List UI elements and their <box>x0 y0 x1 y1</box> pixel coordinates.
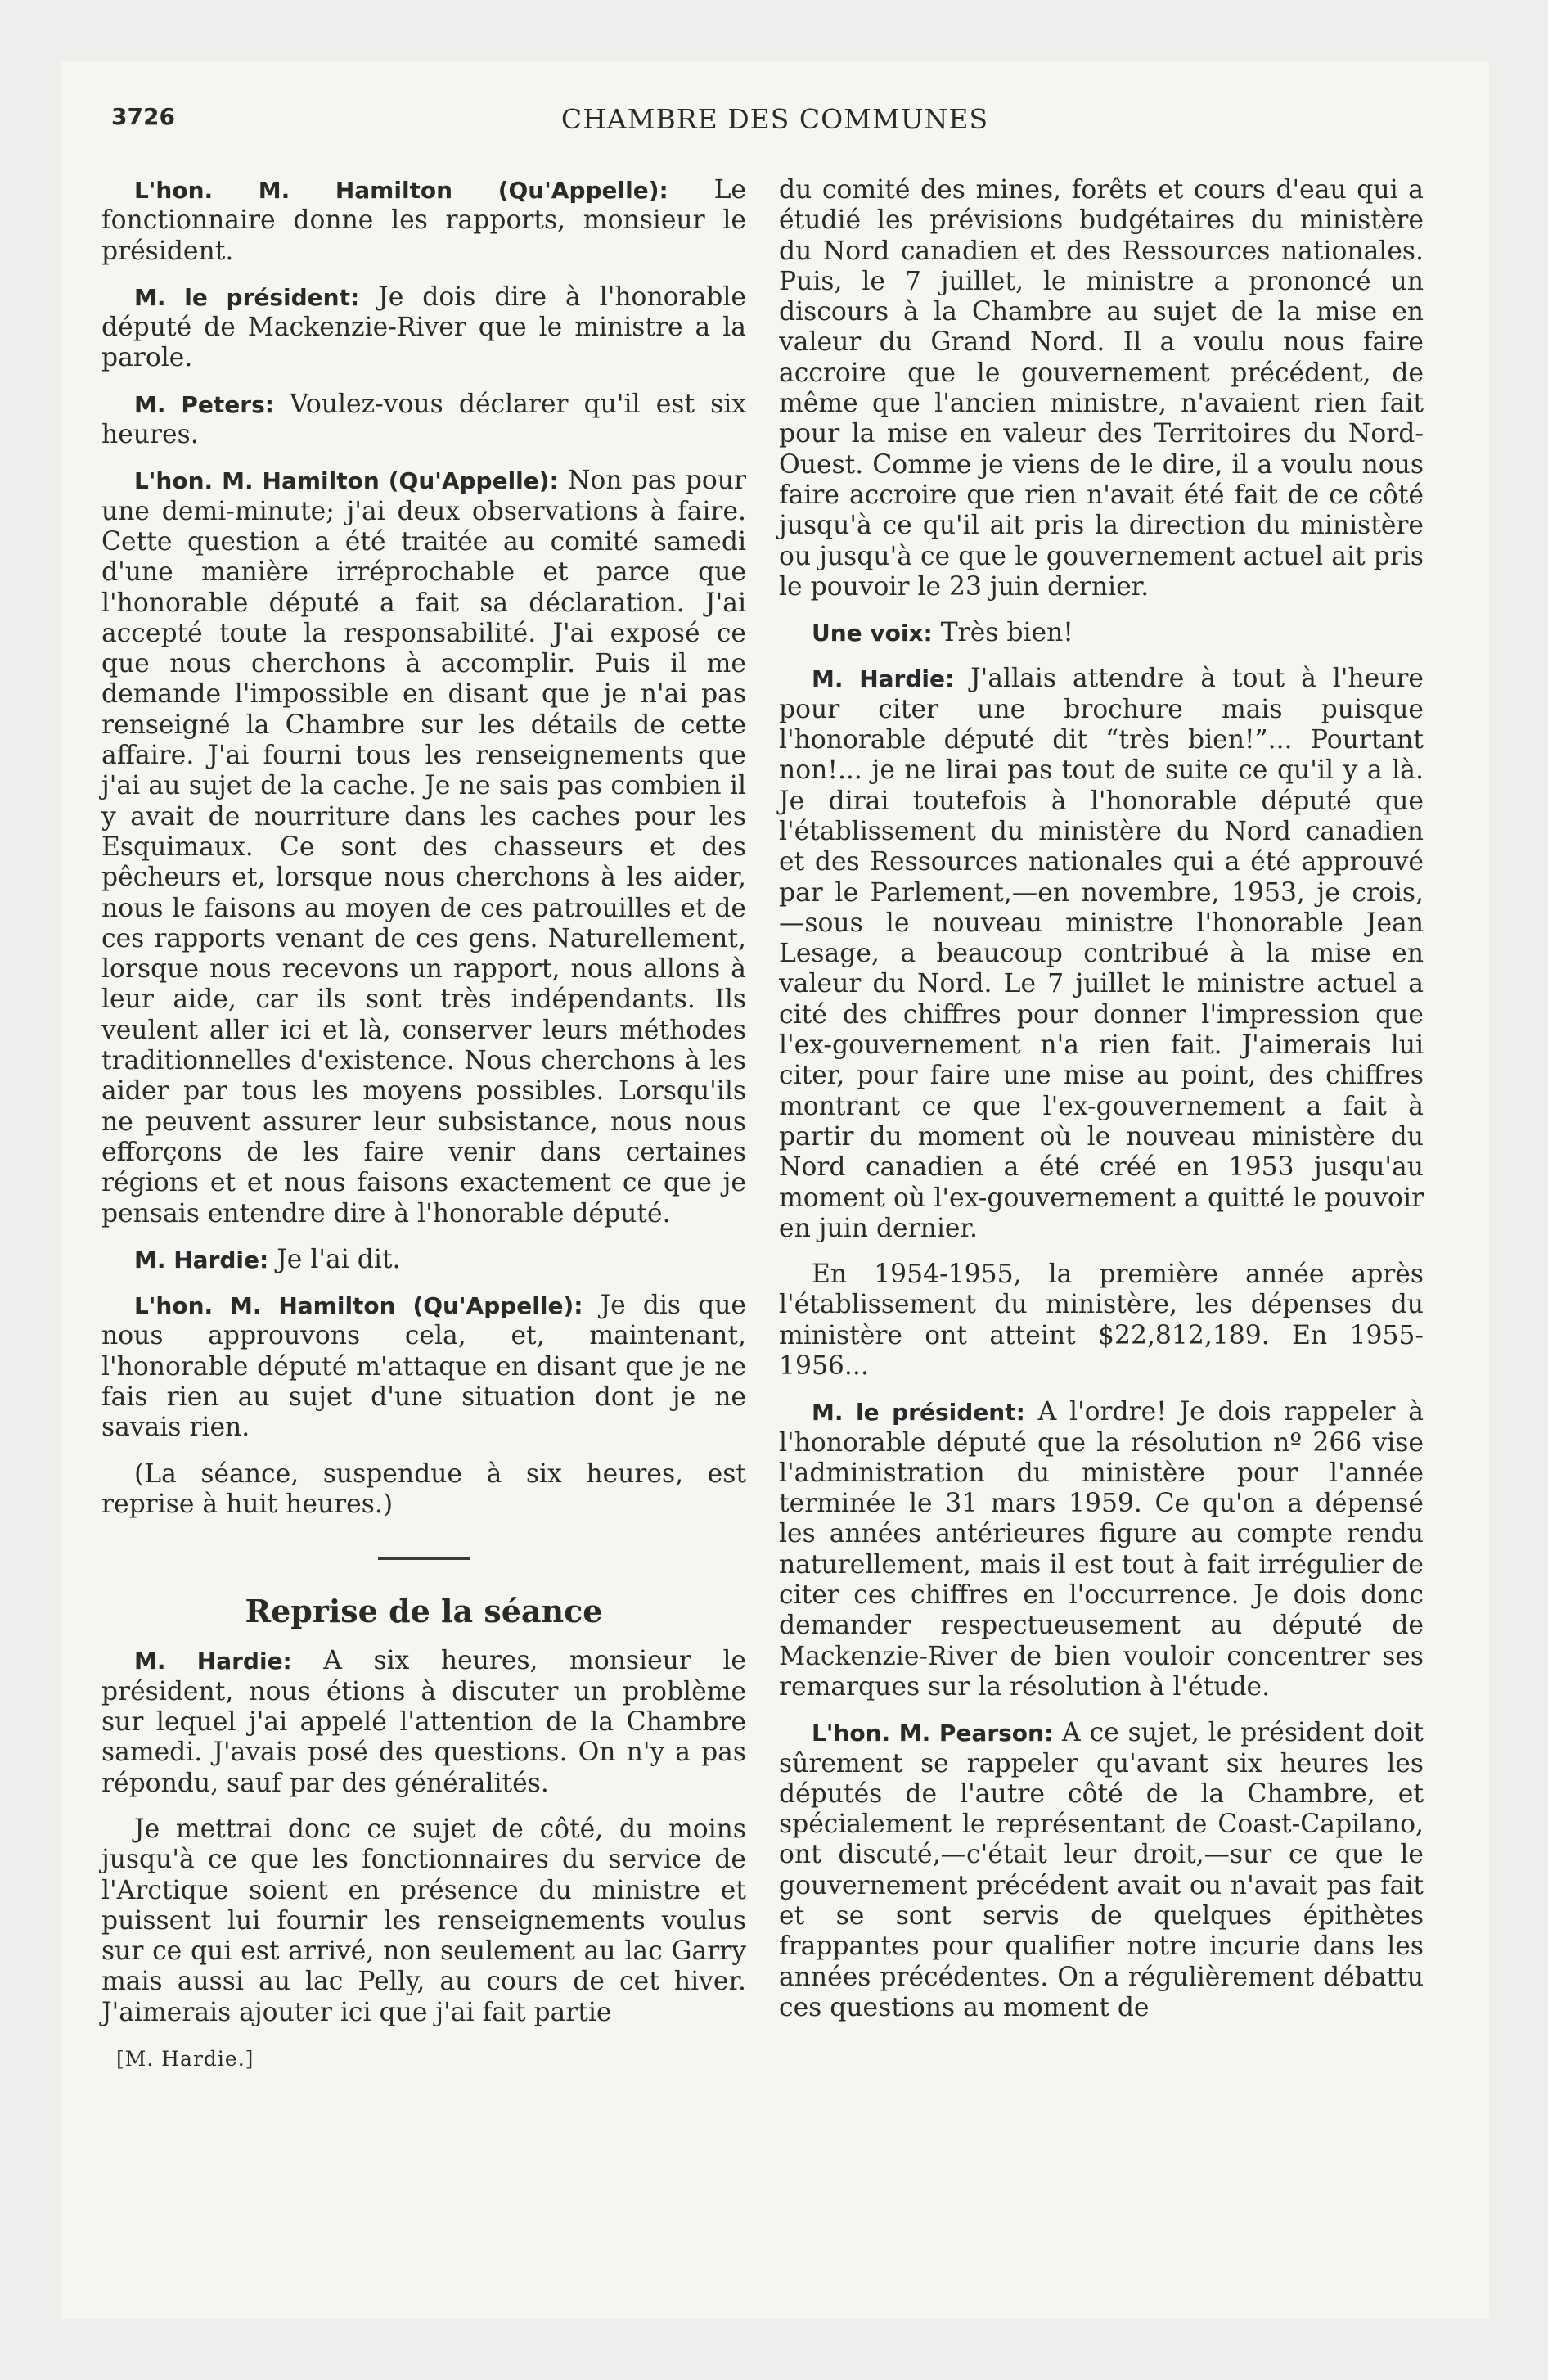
paragraph-text: (La séance, suspendue à six heures, est reprise à huit heures.) <box>101 1458 746 1519</box>
speaker-name: L'hon. M. Pearson: <box>812 1720 1054 1747</box>
section-divider <box>378 1557 470 1560</box>
speaker-name: L'hon. M. Hamilton (Qu'Appelle): <box>134 467 559 495</box>
paragraph-text: Je mettrai donc ce sujet de côté, du moins jusqu'à ce que les fonctionnaires du service de l'Arctique soient en présence du ministre et puissent lui fournir les renseignements voulus sur ce qui est arrivé, non seulement au lac Garry mais aussi au lac Pelly, au cours de cet hiver. J'aimerais ajouter ici que j'ai fait partie <box>101 1814 746 2027</box>
speaker-name: M. Hardie: <box>134 1648 292 1675</box>
page-header <box>87 103 1463 152</box>
paragraph <box>101 1245 746 1275</box>
running-head: CHAMBRE DES COMMUNES <box>560 103 989 135</box>
left-column <box>101 175 746 2074</box>
paragraph <box>779 1397 1424 1702</box>
speaker-name: Une voix: <box>812 620 933 647</box>
paragraph-text: Je dois dire à l'honorable député de Mackenzie-River que le ministre a la parole. <box>101 282 746 373</box>
paragraph <box>101 1459 746 1521</box>
paragraph-text: A six heures, monsieur le président, nous étions à discuter un problème sur lequel j'ai appelé l'attention de la Chambre samedi. J'avais posé des questions. On n'y a pas répondu, sauf par des généralités. <box>101 1646 747 1798</box>
paragraph <box>101 1291 746 1443</box>
paragraph-text: Non pas pour une demi-minute; j'ai deux observations à faire. Cette question a été traitée au comité samedi d'une manière irréprochable et parce que l'honorable député a fait sa déclaration. J'ai accepté toute la responsabilité. J'ai exposé ce que nous cherchons à accomplir. Puis il me demande l'impossible en disant que je n'ai pas renseigné la Chambre sur les détails de cette affaire. J'ai fourni tous les renseignements que j'ai au sujet de la cache. Je ne sais pas combien il y avait de nourriture dans les caches pour les Esquimaux. Ce sont des chasseurs et des pêcheurs et, lorsque nous cherchons à les aider, nous le faisons au moyen de ces patrouilles et de ces rapports venant de ces gens. Naturellement, lorsque nous recevons un rapport, nous allons à leur aide, car ils sont très indépendants. Ils veulent aller ici et là, conserver leurs méthodes traditionnelles d'existence. Nous cherchons à les aider par tous les moyens possibles. Lorsqu'ils ne peuvent assurer leur subsistance, nous nous efforçons de les faire venir dans certaines régions et et nous faisons exactement ce que je pensais entendre dire à l'honorable député. <box>101 466 746 1228</box>
paragraph-text: J'allais attendre à tout à l'heure pour citer une brochure mais puisque l'honorable député dit “très bien!”... Pourtant non!... je ne lirai pas tout de suite ce qu'il y a là. Je dirai toutefois à l'honorable député que l'établissement du ministère du Nord canadien et des Ressources nationales qui a été approuvé par le Parlement,—en novembre, 1953, je crois,—sous le nouveau ministre l'honorable Jean Lesage, a beaucoup contribué à la mise en valeur du Nord. Le 7 juillet le ministre actuel a cité des chiffres pour donner l'impression que l'ex-gouvernement n'a rien fait. J'aimerais lui citer, pour faire une mise au point, des chiffres montrant ce que l'ex-gouvernement a fait à partir du moment où le nouveau ministère du Nord canadien a été créé en 1953 jusqu'au moment où l'ex-gouvernement a quitté le pouvoir en juin dernier. <box>779 664 1424 1243</box>
paragraph <box>779 175 1424 602</box>
paragraph-text: Je dis que nous approuvons cela, et, maintenant, l'honorable député m'attaque en disant que je ne fais rien au sujet d'une situation dont je ne savais rien. <box>101 1291 747 1443</box>
paragraph-text: du comité des mines, forêts et cours d'eau qui a étudié les prévisions budgétaires du ministère du Nord canadien et des Ressources nationales. Puis, le 7 juillet, le ministre a prononcé un discours à la Chambre au sujet de la mise en valeur du Grand Nord. Il a voulu nous faire accroire que le gouvernement précédent, de même que l'ancien ministre, n'avaient rien fait pour la mise en valeur des Territoires du Nord-Ouest. Comme je viens de le dire, il a voulu nous faire accroire que rien n'avait été fait de ce côté jusqu'à ce qu'il ait pris la direction du ministère ou jusqu'à ce que le gouvernement actuel ait pris le pouvoir le 23 juin dernier. <box>779 175 1424 602</box>
section-title: Reprise de la séance <box>245 1593 603 1630</box>
speaker-name: M. Hardie: <box>812 665 955 693</box>
speaker-name: L'hon. M. Hamilton (Qu'Appelle): <box>134 1292 583 1320</box>
paragraph <box>101 282 746 374</box>
paragraph <box>779 1718 1424 2023</box>
paragraph <box>779 664 1424 1244</box>
paragraph <box>101 390 746 451</box>
speaker-name: M. le président: <box>812 1399 1025 1427</box>
paragraph <box>101 466 746 1228</box>
paragraph <box>779 618 1424 648</box>
speaker-name: M. le président: <box>134 283 360 311</box>
speaker-name: M. Peters: <box>134 390 274 418</box>
paragraph-text: A ce sujet, le président doit sûrement se rappeler qu'avant six heures les députés de l'autre côté de la Chambre, et spécialement le représentant de Coast-Capilano, ont discuté,—c'était leur droit,—sur ce que le gouvernement précédent avait ou n'avait pas fait et se sont servis de quelques épithètes frappantes pour qualifier notre incurie dans les années précédentes. On a régulièrement débattu ces questions au moment de <box>779 1718 1424 2022</box>
hansard-page <box>61 61 1489 2319</box>
paragraph <box>779 1260 1424 1382</box>
footer-attribution: [M. Hardie.] <box>116 2047 254 2071</box>
paragraph-text: A l'ordre! Je dois rappeler à l'honorable député que la résolution nº 266 vise l'administration du ministère pour l'année terminée le 31 mars 1959. Ce qu'on a dépensé les années antérieures figure au compte rendu naturellement, mais il est tout à fait irrégulier de citer ces chiffres en l'occurrence. Je dois donc demander respectueusement au député de Mackenzie-River de bien vouloir concentrer ses remarques sur la résolution à l'étude. <box>779 1397 1424 1702</box>
paragraph-text: Voulez-vous déclarer qu'il est six heures. <box>101 389 747 450</box>
speaker-name: L'hon. M. Hamilton (Qu'Appelle): <box>134 177 668 204</box>
right-column <box>779 175 1424 2039</box>
paragraph-text: Le fonctionnaire donne les rapports, monsieur le président. <box>101 175 746 266</box>
paragraph <box>101 1646 746 1798</box>
paragraph-text: Très bien! <box>940 618 1073 648</box>
paragraph <box>101 175 746 267</box>
page-number: 3726 <box>111 103 175 130</box>
speaker-name: M. Hardie: <box>134 1246 269 1273</box>
paragraph <box>101 1814 746 2028</box>
paragraph-text: En 1954-1955, la première année après l'établissement du ministère, les dépenses du ministère ont atteint $22,812,189. En 1955-1956... <box>779 1260 1424 1381</box>
paragraph-text: Je l'ai dit. <box>277 1244 401 1274</box>
